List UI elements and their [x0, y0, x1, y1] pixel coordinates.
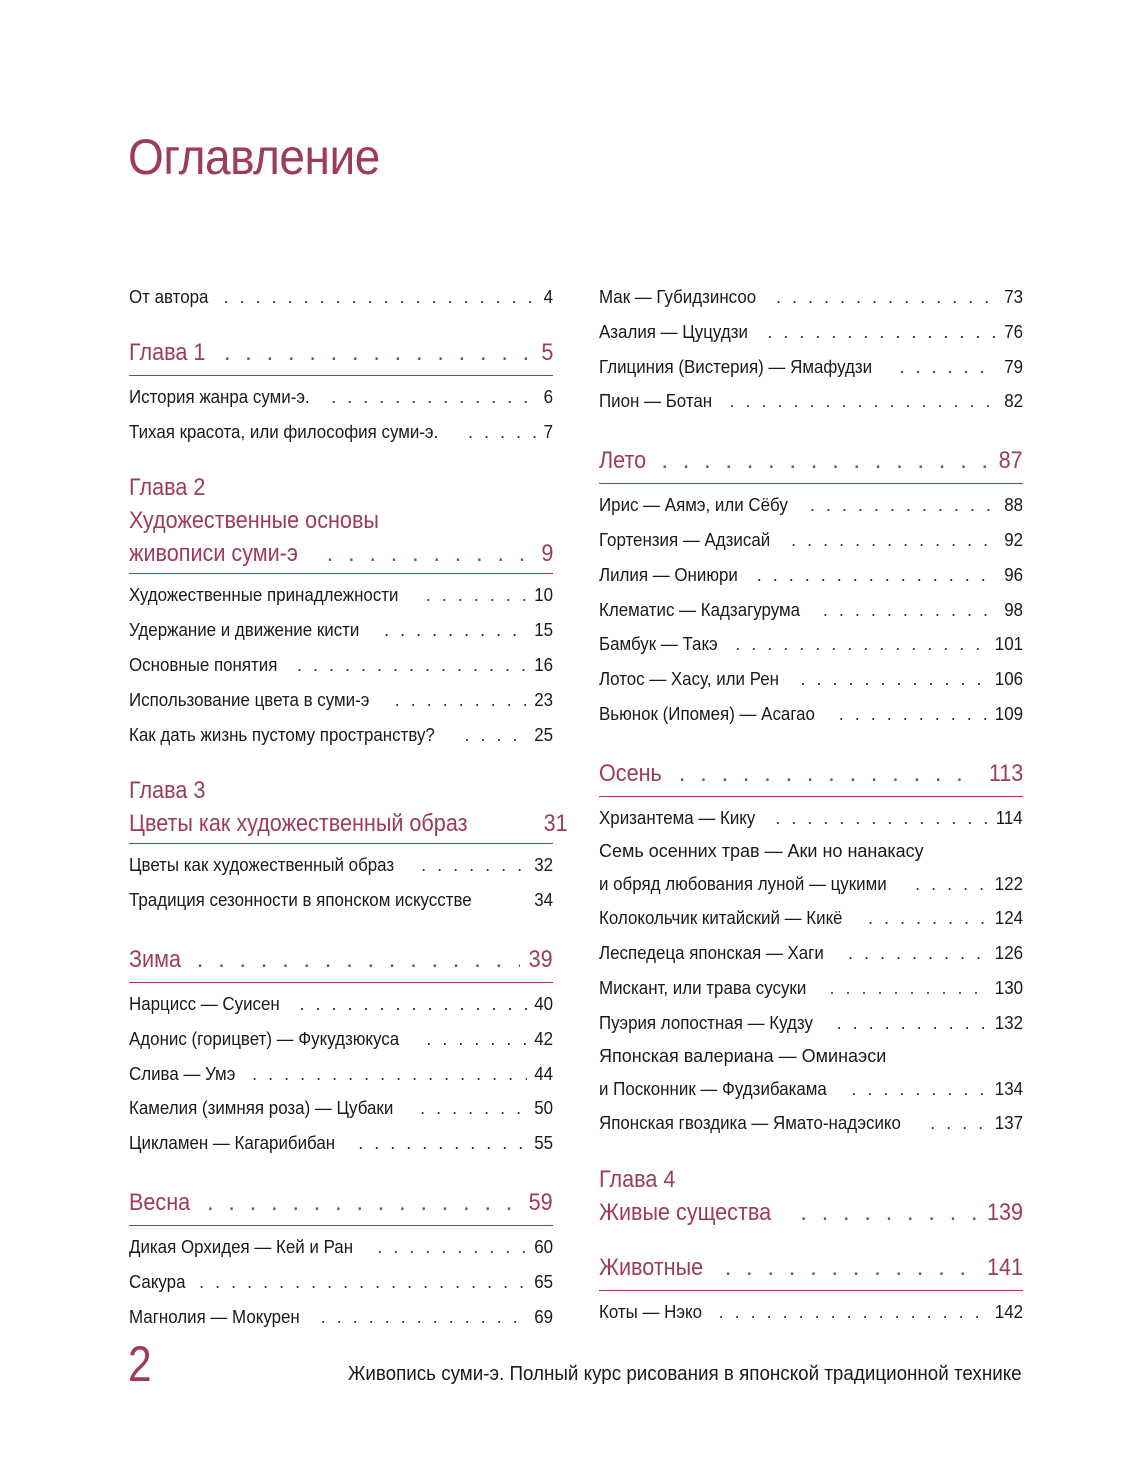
entry-title: От автора [129, 287, 209, 307]
toc-entry[interactable] [599, 280, 1023, 315]
toc-entry[interactable] [599, 1106, 1023, 1141]
dot-leader [800, 662, 986, 697]
toc-entry[interactable] [599, 384, 1023, 419]
toc-entry[interactable] [599, 1295, 1023, 1330]
toc-heading-chapter-1[interactable] [129, 333, 553, 373]
page-number-label: 134 [994, 1078, 1023, 1099]
entry-title: Тихая красота, или философия суми-э. [129, 421, 439, 442]
dot-leader [661, 441, 990, 481]
page-number-label: 82 [1004, 391, 1023, 412]
toc-entry[interactable] [129, 987, 553, 1022]
page-number-label: 109 [994, 703, 1023, 724]
dot-leader [297, 648, 527, 683]
entry-title: Глава 3 [129, 777, 206, 805]
entry-title: Глава 4 [599, 1166, 676, 1194]
dot-leader [851, 1072, 987, 1107]
entry-title: Слива — Умэ [129, 1063, 236, 1084]
entry-title: Художественные принадлежности [129, 585, 399, 606]
page-number-label: 15 [534, 620, 553, 641]
dot-leader [757, 558, 997, 593]
page-number-label: 39 [528, 945, 553, 973]
entry-title: Сакура [129, 1271, 186, 1292]
toc-heading-chapter-2[interactable] [129, 471, 553, 504]
toc-entry[interactable] [129, 1300, 553, 1335]
dot-leader [800, 1196, 977, 1230]
toc-entry[interactable] [129, 1126, 553, 1161]
toc-entry[interactable] [599, 1006, 1023, 1041]
dot-leader [719, 1295, 987, 1330]
page-number-label: 9 [540, 540, 553, 568]
page-number-label: 65 [534, 1271, 553, 1292]
dot-leader [252, 1057, 527, 1092]
toc-entry[interactable] [129, 1265, 553, 1300]
dot-leader [464, 718, 527, 753]
entry-title: Зима [129, 945, 181, 973]
toc-entry-line: Семь осенних трав — Аки но нанакасу [599, 840, 924, 861]
toc-heading-animals[interactable] [599, 1248, 1023, 1288]
toc-heading-summer[interactable] [599, 441, 1023, 481]
toc-entry[interactable] [599, 523, 1023, 558]
page-number-label: 16 [534, 654, 553, 675]
toc-entry[interactable] [599, 901, 1023, 936]
entry-title: Японская гвоздика — Ямато-надэсико [599, 1113, 901, 1134]
entry-title: Дикая Орхидея — Кей и Ран [129, 1236, 354, 1257]
dot-leader [915, 867, 987, 902]
dot-leader [839, 697, 987, 732]
dot-leader [224, 333, 534, 373]
entry-title: Пуэрия лопостная — Кудзу [599, 1012, 813, 1033]
entry-title: Камелия (зимняя роза) — Цубаки [129, 1098, 394, 1119]
page-number-label: 79 [1004, 356, 1023, 377]
heading-rule [599, 796, 1023, 797]
toc-heading-autumn[interactable] [599, 754, 1023, 794]
entry-title: Лето [599, 447, 647, 475]
toc-entry[interactable] [129, 883, 553, 918]
entry-title: Использование цвета в суми-э [129, 689, 370, 710]
page-number-label: 32 [534, 855, 553, 876]
dot-leader [426, 578, 527, 613]
page-number-label: 40 [534, 993, 553, 1014]
toc-entry[interactable] [599, 936, 1023, 971]
entry-title: Магнолия — Мокурен [129, 1306, 300, 1327]
page-number-label: 122 [994, 873, 1023, 894]
toc-left-column [129, 280, 568, 1334]
dot-leader [199, 1265, 527, 1300]
toc-entry[interactable] [129, 415, 553, 450]
entry-title: Гортензия — Адзисай [599, 529, 771, 550]
toc-heading-chapter-2-title[interactable] [129, 537, 553, 571]
page-number-label: 73 [1004, 287, 1023, 307]
entry-title: Мискант, или трава сусуки [599, 977, 807, 998]
entry-title: Глициния (Вистерия) — Ямафудзи [599, 356, 873, 377]
page-number-label: 126 [994, 943, 1023, 964]
toc-entry[interactable] [599, 593, 1023, 628]
entry-title: Цветы как художественный образ [129, 810, 468, 838]
toc-entry[interactable] [129, 1230, 553, 1265]
dot-leader [823, 593, 997, 628]
toc-entry[interactable] [599, 488, 1023, 523]
toc-entry[interactable] [129, 1091, 553, 1126]
toc-heading-chapter-3[interactable] [129, 774, 553, 807]
dot-leader [426, 1022, 527, 1057]
toc-entry[interactable] [129, 1057, 553, 1092]
dot-leader [848, 936, 987, 971]
entry-title: и Посконник — Фудзибакама [599, 1078, 827, 1099]
dot-leader [224, 280, 537, 315]
dot-leader [377, 1230, 527, 1265]
toc-entry[interactable] [129, 578, 553, 613]
toc-entry[interactable] [599, 801, 1023, 836]
dot-leader [420, 1091, 527, 1126]
entry-title: Пион — Ботан [599, 391, 713, 412]
entry-title: Колокольчик китайский — Кикё [599, 908, 843, 929]
page-number-label: 130 [994, 977, 1023, 998]
page-number-label: 92 [1004, 529, 1023, 550]
toc-entry[interactable] [129, 1022, 553, 1057]
page-number-label: 60 [534, 1236, 553, 1257]
heading-rule [129, 843, 553, 844]
toc-right-column [599, 280, 1023, 1330]
dot-leader [930, 1106, 987, 1141]
dot-leader [358, 1126, 527, 1161]
dot-leader [900, 350, 997, 385]
page-number-label: 87 [998, 447, 1023, 475]
page-number-label: 25 [534, 724, 553, 745]
page-number-label: 10 [534, 585, 553, 606]
page-number-label: 96 [1004, 564, 1023, 585]
toc-entry[interactable] [599, 315, 1023, 350]
entry-title: Нарцисс — Суисен [129, 993, 280, 1014]
page-number-label: 4 [543, 287, 553, 307]
toc-entry[interactable] [599, 867, 1023, 902]
entry-title: Цикламен — Кагарибибан [129, 1133, 336, 1154]
page-number-label: 6 [543, 386, 553, 407]
dot-leader [767, 315, 997, 350]
page-title: Оглавление [128, 129, 380, 185]
toc-heading-chapter-4[interactable] [599, 1163, 1023, 1196]
toc-entry[interactable] [129, 683, 553, 718]
page-number-label: 141 [986, 1254, 1023, 1282]
heading-rule [129, 573, 553, 574]
running-footer-book-title: Живопись суми-э. Полный курс рисования в японской традиционной технике [348, 1363, 1022, 1385]
entry-title: Весна [129, 1188, 191, 1216]
entry-title: Азалия — Цуцудзи [599, 321, 748, 342]
entry-title: и обряд любования луной — цукими [599, 873, 887, 894]
dot-leader [776, 280, 997, 315]
page-number-label: 55 [534, 1133, 553, 1154]
toc-entry[interactable] [599, 662, 1023, 697]
entry-title: Осень [599, 759, 662, 787]
toc-entry[interactable] [129, 718, 553, 753]
page-number-label: 44 [534, 1063, 553, 1084]
toc-entry[interactable] [599, 627, 1023, 662]
entry-title: Основные понятия [129, 654, 278, 675]
toc-entry-intro[interactable] [129, 280, 553, 315]
dot-leader [207, 1183, 520, 1223]
entry-title: живописи суми-э [129, 540, 298, 568]
page-number-label: 137 [994, 1113, 1023, 1134]
entry-title: Лилия — Ониюри [599, 564, 738, 585]
heading-rule [129, 982, 553, 983]
toc-entry[interactable] [599, 558, 1023, 593]
heading-rule [599, 1290, 1023, 1291]
entry-title: Удержание и движение кисти [129, 620, 360, 641]
dot-leader [837, 1006, 987, 1041]
dot-leader [327, 537, 534, 571]
entry-title: Лотос — Хасу, или Рен [599, 669, 779, 690]
page-number-label: 69 [534, 1306, 553, 1327]
dot-leader [729, 384, 997, 419]
page-number-label: 34 [534, 890, 553, 911]
dot-leader [299, 987, 527, 1022]
page-number-label: 101 [994, 634, 1023, 655]
entry-title: Мак — Губидзинсоо [599, 287, 757, 307]
entry-title: Клематис — Кадзагурума [599, 599, 801, 620]
entry-title: Хризантема — Кику [599, 807, 756, 828]
entry-title: Как дать жизнь пустому пространству? [129, 724, 435, 745]
dot-leader [775, 801, 988, 836]
dot-leader [868, 901, 987, 936]
page-number-label: 114 [996, 807, 1023, 828]
entry-title: Традиция сезонности в японском искусстве [129, 890, 472, 911]
page-number-label: 132 [994, 1012, 1023, 1033]
toc-entry[interactable] [599, 697, 1023, 732]
toc-entry[interactable] [129, 848, 553, 883]
page-number-label: 42 [534, 1028, 553, 1049]
toc-entry[interactable] [599, 1072, 1023, 1107]
page-number-label: 139 [986, 1199, 1023, 1227]
entry-title: Леспедеца японская — Хаги [599, 943, 824, 964]
dot-leader [791, 523, 997, 558]
dot-leader [725, 1248, 977, 1288]
page-number-label: 50 [534, 1098, 553, 1119]
page-number-label: 23 [534, 689, 553, 710]
page-number-label: 31 [543, 810, 568, 838]
dot-leader [679, 754, 979, 794]
entry-title: Ирис — Аямэ, или Сёбу [599, 495, 788, 516]
page-number-label: 124 [994, 908, 1023, 929]
dot-leader [830, 971, 987, 1006]
dot-leader [197, 940, 521, 980]
dot-leader [384, 613, 527, 648]
dot-leader [810, 488, 997, 523]
entry-title: Адонис (горицвет) — Фукудзюкуса [129, 1028, 400, 1049]
dot-leader [468, 415, 537, 450]
toc-entry[interactable] [599, 350, 1023, 385]
dot-leader [421, 848, 527, 883]
toc-entry[interactable] [129, 613, 553, 648]
entry-title: Глава 1 [129, 338, 206, 366]
entry-title: Глава 2 [129, 474, 206, 502]
toc-entry[interactable] [599, 971, 1023, 1006]
toc-heading-winter[interactable] [129, 940, 553, 980]
dot-leader [735, 627, 987, 662]
toc-entry-line: Японская валериана — Оминаэси [599, 1045, 887, 1066]
page-number-label: 7 [543, 421, 553, 442]
page-number-label: 106 [994, 669, 1023, 690]
entry-title: История жанра суми-э. [129, 386, 310, 407]
heading-rule [129, 1225, 553, 1226]
entry-title: Живые существа [599, 1199, 772, 1227]
dot-leader [395, 683, 527, 718]
heading-rule [599, 483, 1023, 484]
toc-heading-chapter-3-title[interactable] [129, 807, 568, 841]
page-number-label: 142 [994, 1302, 1023, 1323]
entry-title: Коты — Нэко [599, 1302, 702, 1323]
page-number-label: 98 [1004, 599, 1023, 620]
entry-title: Цветы как художественный образ [129, 855, 395, 876]
page-number-label: 59 [528, 1188, 553, 1216]
page-number-label: 88 [1004, 495, 1023, 516]
toc-heading-chapter-4-title[interactable] [599, 1196, 1023, 1230]
page-number-label: 76 [1004, 321, 1023, 342]
entry-title: Художественные основы [129, 507, 379, 535]
entry-title: Животные [599, 1254, 704, 1282]
toc-heading-spring[interactable] [129, 1183, 553, 1223]
page-number-label: 113 [988, 759, 1023, 787]
toc-entry[interactable] [129, 648, 553, 683]
toc-entry[interactable] [129, 380, 553, 415]
page-number-label: 5 [540, 338, 553, 366]
dot-leader [331, 380, 537, 415]
heading-rule [129, 375, 553, 376]
entry-title: Вьюнок (Ипомея) — Асагао [599, 703, 815, 724]
dot-leader [321, 1300, 527, 1335]
entry-title: Бамбук — Такэ [599, 634, 718, 655]
page-number: 2 [128, 1336, 152, 1392]
